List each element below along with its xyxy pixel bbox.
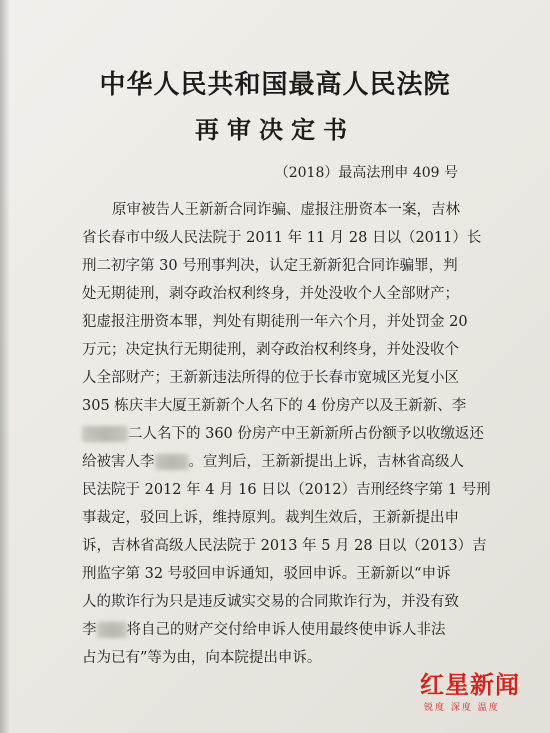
document-title: 再审决定书: [195, 116, 355, 144]
body-line-text: 给被害人李: [82, 454, 155, 470]
document-body: [82, 196, 502, 672]
redacted-name: [155, 454, 189, 470]
body-line-text: 将自己的财产交付给申诉人使用最终使申诉人非法: [126, 622, 446, 638]
logo-name: 红星新闻: [420, 671, 520, 699]
case-number: （2018）最高法刑申 409 号: [274, 165, 458, 181]
court-name: 中华人民共和国最高人民法院: [99, 70, 451, 100]
body-line: 事裁定，驳回上诉，维持原判。裁判生效后，王新新提出申: [82, 510, 459, 526]
body-line: 305 栋庆丰大厦王新新个人名下的 4 份房产以及王新新、李: [82, 398, 467, 414]
watermark-logo: [420, 672, 520, 713]
body-line-text: 李: [82, 622, 97, 638]
body-line: 处无期徒刑，剥夺政治权利终身，并处没收个人全部财产；: [82, 286, 459, 302]
body-line: 人全部财产；王新新违法所得的位于长春市宽城区光复小区: [82, 370, 459, 386]
body-line: 犯虚报注册资本罪，判处有期徒刑一年六个月，并处罚金 20: [82, 314, 468, 330]
logo-slogan: 锐度 深度 温度: [424, 703, 500, 713]
body-line: 民法院于 2012 年 4 月 16 日以（2012）吉刑经终字第 1 号刑: [82, 482, 491, 498]
body-line: 省长春市中级人民法院于 2011 年 11 月 28 日以（2011）长: [82, 230, 482, 246]
body-line: 人的欺诈行为只是违反诚实交易的合同欺诈行为，并没有致: [82, 594, 459, 610]
body-line: 诉，吉林省高级人民法院于 2013 年 5 月 28 日以（2013）吉: [82, 538, 487, 554]
body-line: 刑二初字第 30 号刑事判决，认定王新新犯合同诈骗罪，判: [82, 258, 458, 274]
body-line: [82, 616, 502, 644]
body-line-text: 。宣判后，王新新提出上诉，吉林省高级人: [188, 454, 464, 470]
body-line: 万元；决定执行无期徒刑，剥夺政治权利终身，并处没收个: [82, 342, 459, 358]
body-line: 原审被告人王新新合同诈骗、虚报注册资本一案，吉林: [112, 202, 460, 218]
body-line: 占为已有”等为由，向本院提出申诉。: [82, 650, 322, 666]
redacted-name: [82, 426, 128, 442]
redacted-name: [97, 622, 127, 638]
body-line: 刑监字第 32 号驳回申诉通知，驳回申诉。王新新以“申诉: [82, 566, 451, 582]
body-line: [82, 420, 502, 448]
body-line-text: 二人名下的 360 份房产中王新新所占份额予以收缴返还: [128, 426, 484, 442]
body-line: [82, 448, 502, 476]
